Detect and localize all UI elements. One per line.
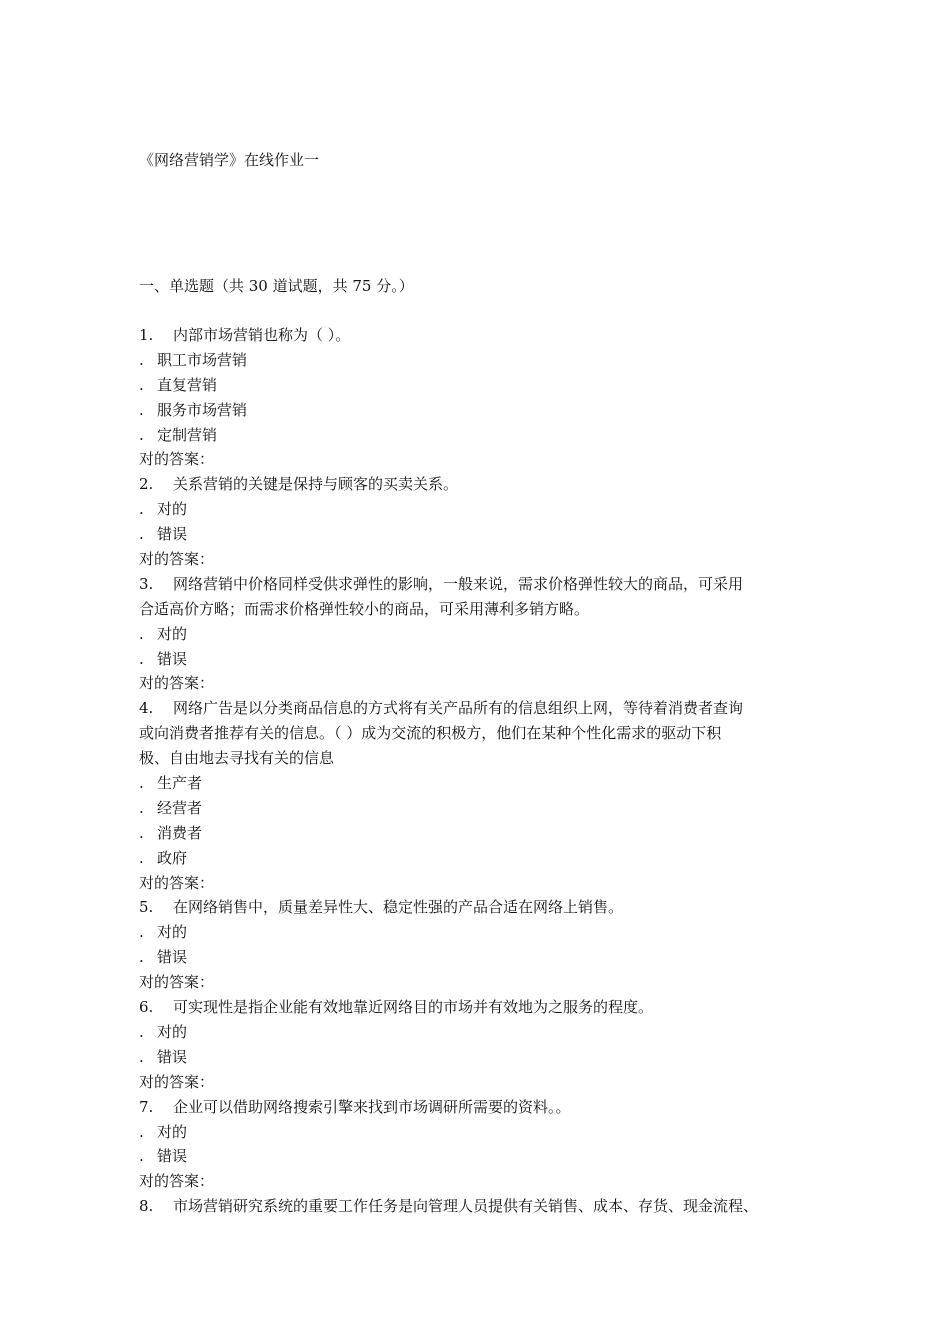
- question-number: 5.: [139, 898, 154, 917]
- question-block: [139, 472, 819, 572]
- question-number: 2.: [139, 475, 154, 494]
- question-block: [139, 572, 819, 696]
- correct-answer-label: 对的答案：: [139, 873, 215, 892]
- question-text: 极、自由地去寻找有关的信息: [139, 749, 335, 768]
- section-heading: 一、单选题（共 30 道试题，共 75 分。）: [139, 277, 414, 295]
- question-number: 3.: [139, 574, 154, 593]
- question-stem-continued: [139, 597, 819, 622]
- question-stem: [139, 472, 819, 497]
- option-marker: .: [139, 1022, 144, 1041]
- question-number: 1.: [139, 326, 154, 344]
- option-text: 对的: [157, 624, 188, 643]
- answer-option: [139, 348, 819, 373]
- question-number: 4.: [139, 699, 154, 718]
- question-stem: [139, 696, 819, 721]
- option-text: 对的: [157, 1122, 188, 1141]
- answer-option: [139, 771, 819, 796]
- question-text: 市场营销研究系统的重要工作任务是向管理人员提供有关销售、成本、存货、现金流程、: [173, 1197, 759, 1216]
- option-marker: .: [139, 1047, 144, 1066]
- question-number: 8.: [139, 1197, 154, 1216]
- option-text: 错误: [157, 525, 188, 544]
- option-marker: .: [139, 1122, 144, 1141]
- question-stem: [139, 1095, 819, 1120]
- answer-option: [139, 497, 819, 522]
- option-text: 错误: [157, 649, 188, 668]
- question-block: [139, 696, 819, 895]
- option-text: 直复营销: [157, 375, 218, 394]
- option-marker: .: [139, 400, 144, 419]
- option-text: 生产者: [157, 774, 203, 793]
- question-text: 合适高价方略；而需求价格弹性较小的商品，可采用薄利多销方略。: [139, 599, 590, 618]
- option-marker: .: [139, 848, 144, 867]
- option-text: 消费者: [157, 823, 203, 842]
- correct-answer-label: 对的答案：: [139, 550, 215, 569]
- option-marker: .: [139, 923, 144, 942]
- question-block: [139, 995, 819, 1095]
- question-block: [139, 895, 819, 995]
- option-text: 对的: [157, 500, 188, 519]
- answer-option: [139, 846, 819, 871]
- correct-answer-label: 对的答案：: [139, 1072, 215, 1091]
- answer-option: [139, 1045, 819, 1070]
- answer-option: [139, 920, 819, 945]
- option-marker: .: [139, 375, 144, 394]
- option-text: 定制营销: [157, 425, 218, 444]
- question-block: [139, 1194, 819, 1219]
- answer-option: [139, 647, 819, 672]
- answer-option: [139, 398, 819, 423]
- question-stem: [139, 572, 819, 597]
- correct-answer-label: 对的答案：: [139, 1172, 215, 1191]
- question-stem: [139, 995, 819, 1020]
- option-text: 职工市场营销: [157, 350, 248, 369]
- answer-option: [139, 423, 819, 448]
- question-stem: [139, 895, 819, 920]
- question-number: 7.: [139, 1097, 154, 1116]
- option-text: 服务市场营销: [157, 400, 248, 419]
- option-text: 对的: [157, 923, 188, 942]
- option-text: 对的: [157, 1022, 188, 1041]
- option-marker: .: [139, 774, 144, 793]
- answer-option: [139, 796, 819, 821]
- option-marker: .: [139, 649, 144, 668]
- option-marker: .: [139, 425, 144, 444]
- question-stem: [139, 1194, 819, 1219]
- answer-option: [139, 522, 819, 547]
- option-text: 错误: [157, 948, 188, 967]
- question-text: 在网络销售中，质量差异性大、稳定性强的产品合适在网络上销售。: [173, 898, 624, 917]
- question-stem: [139, 323, 819, 348]
- question-text: 或向消费者推荐有关的信息。（ ）成为交流的积极方，他们在某种个性化需求的驱动下积: [139, 724, 722, 743]
- question-text: 企业可以借助网络搜索引擎来找到市场调研所需要的资料。。: [173, 1097, 571, 1116]
- question-block: [139, 323, 819, 472]
- question-text: 网络营销中价格同样受供求弹性的影响，一般来说，需求价格弹性较大的商品，可采用: [173, 574, 744, 593]
- option-text: 政府: [157, 848, 188, 867]
- answer-option: [139, 1120, 819, 1145]
- answer-option: [139, 821, 819, 846]
- option-marker: .: [139, 500, 144, 519]
- option-text: 错误: [157, 1047, 188, 1066]
- question-stem-continued: [139, 721, 819, 746]
- option-marker: .: [139, 350, 144, 369]
- question-number: 6.: [139, 998, 154, 1017]
- answer-option: [139, 373, 819, 398]
- question-block: [139, 1095, 819, 1195]
- answer-option: [139, 945, 819, 970]
- question-list: [139, 323, 819, 1219]
- question-text: 网络广告是以分类商品信息的方式将有关产品所有的信息组织上网，等待着消费者查询: [173, 699, 744, 718]
- document-title: 《网络营销学》在线作业一: [139, 151, 320, 169]
- question-text: 可实现性是指企业能有效地靠近网络目的市场并有效地为之服务的程度。: [173, 998, 654, 1017]
- option-marker: .: [139, 948, 144, 967]
- option-text: 经营者: [157, 798, 203, 817]
- correct-answer-label: 对的答案：: [139, 450, 215, 469]
- answer-option: [139, 622, 819, 647]
- question-text: 内部市场营销也称为（ ）。: [173, 326, 351, 344]
- correct-answer-label: 对的答案：: [139, 973, 215, 992]
- question-stem-continued: [139, 746, 819, 771]
- option-marker: .: [139, 823, 144, 842]
- option-marker: .: [139, 1147, 144, 1166]
- option-text: 错误: [157, 1147, 188, 1166]
- answer-option: [139, 1020, 819, 1045]
- question-text: 关系营销的关键是保持与顾客的买卖关系。: [173, 475, 459, 494]
- option-marker: .: [139, 798, 144, 817]
- answer-option: [139, 1144, 819, 1169]
- option-marker: .: [139, 525, 144, 544]
- option-marker: .: [139, 624, 144, 643]
- correct-answer-label: 对的答案：: [139, 674, 215, 693]
